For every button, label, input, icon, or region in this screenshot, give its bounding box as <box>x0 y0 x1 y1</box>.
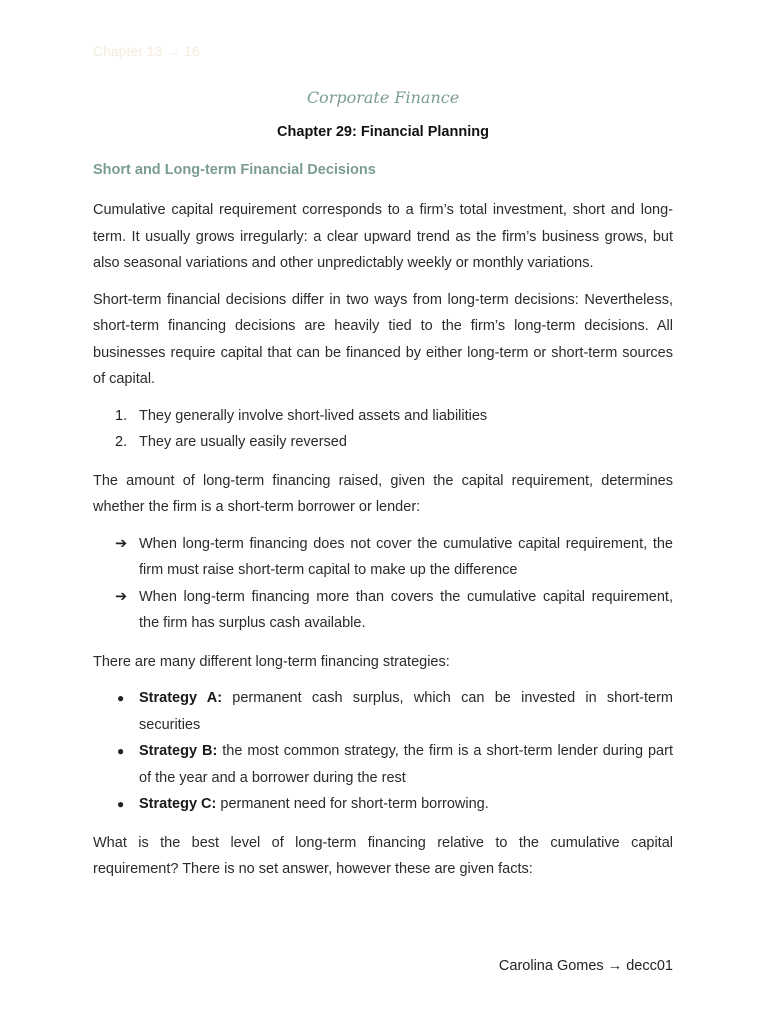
paragraph-best-level-question: What is the best level of long-term financing relative to the cumulative capital requirement? There is no set answer, however these are given facts: <box>93 834 673 877</box>
bullet-icon: ● <box>117 691 125 705</box>
paragraph-capital-requirement: Cumulative capital requirement corresponds to a firm’s total investment, short and long-term. It usually grows irregularly: a clear upward trend as the firm’s business grows, but also seasonal variations and other unpredictably weekly or monthly variations. <box>93 202 673 271</box>
list-item <box>93 429 673 456</box>
list-number: 2. <box>115 434 128 450</box>
list-item <box>93 584 673 637</box>
strategy-term: Strategy B: <box>139 743 218 759</box>
strategy-description: permanent need for short-term borrowing. <box>216 796 489 812</box>
strategy-list <box>93 685 673 818</box>
document-body <box>93 197 673 893</box>
list-item <box>93 738 673 791</box>
bullet-icon: ● <box>117 744 125 758</box>
list-item-text: When long-term financing more than covers the cumulative capital requirement, the firm has surplus cash available. <box>139 588 673 631</box>
strategy-description: permanent cash surplus, which can be invested in short-term securities <box>139 690 673 733</box>
chapter-title: Chapter 29: Financial Planning <box>277 124 489 140</box>
list-item <box>93 791 673 818</box>
arrow-right-icon: ➔ <box>115 588 128 605</box>
list-item-text: When long-term financing does not cover the cumulative capital requirement, the firm must raise short-term capital to make up the difference <box>139 535 673 578</box>
paragraph-short-term-decisions: Short-term financial decisions differ in two ways from long-term decisions: Nevertheless, short-term financing decisions are heavily tied to the firm’s long-term decisions. All businesses require capital that can be financed by either long-term or short-term sources of capital. <box>93 291 673 387</box>
course-title: Corporate Finance <box>306 88 460 107</box>
paragraph-strategies-intro: There are many different long-term financing strategies: <box>93 653 450 670</box>
strategy-description: the most common strategy, the firm is a short-term lender during part of the year and a borrower during the rest <box>139 743 673 786</box>
list-item <box>93 685 673 738</box>
arrow-right-icon: ➔ <box>115 535 128 552</box>
strategy-term: Strategy A: <box>139 690 223 706</box>
paragraph-long-term-financing: The amount of long-term financing raised, given the capital requirement, determines whether the firm is a short-term borrower or lender: <box>93 472 673 515</box>
list-number: 1. <box>115 407 128 424</box>
section-heading: Short and Long-term Financial Decisions <box>93 162 376 178</box>
chapter-range-note: Chapter 13 → 16 <box>93 43 200 59</box>
list-item <box>93 403 673 430</box>
footer-author: Carolina Gomes → decc01 <box>498 958 673 974</box>
list-item-text: They are usually easily reversed <box>139 434 347 450</box>
list-item <box>93 531 673 584</box>
strategy-term: Strategy C: <box>139 796 217 812</box>
arrow-list <box>93 531 673 637</box>
bullet-icon: ● <box>117 797 125 811</box>
list-item-text: They generally involve short-lived assets and liabilities <box>139 407 488 424</box>
document-page <box>93 0 673 1024</box>
numbered-list <box>93 403 673 456</box>
